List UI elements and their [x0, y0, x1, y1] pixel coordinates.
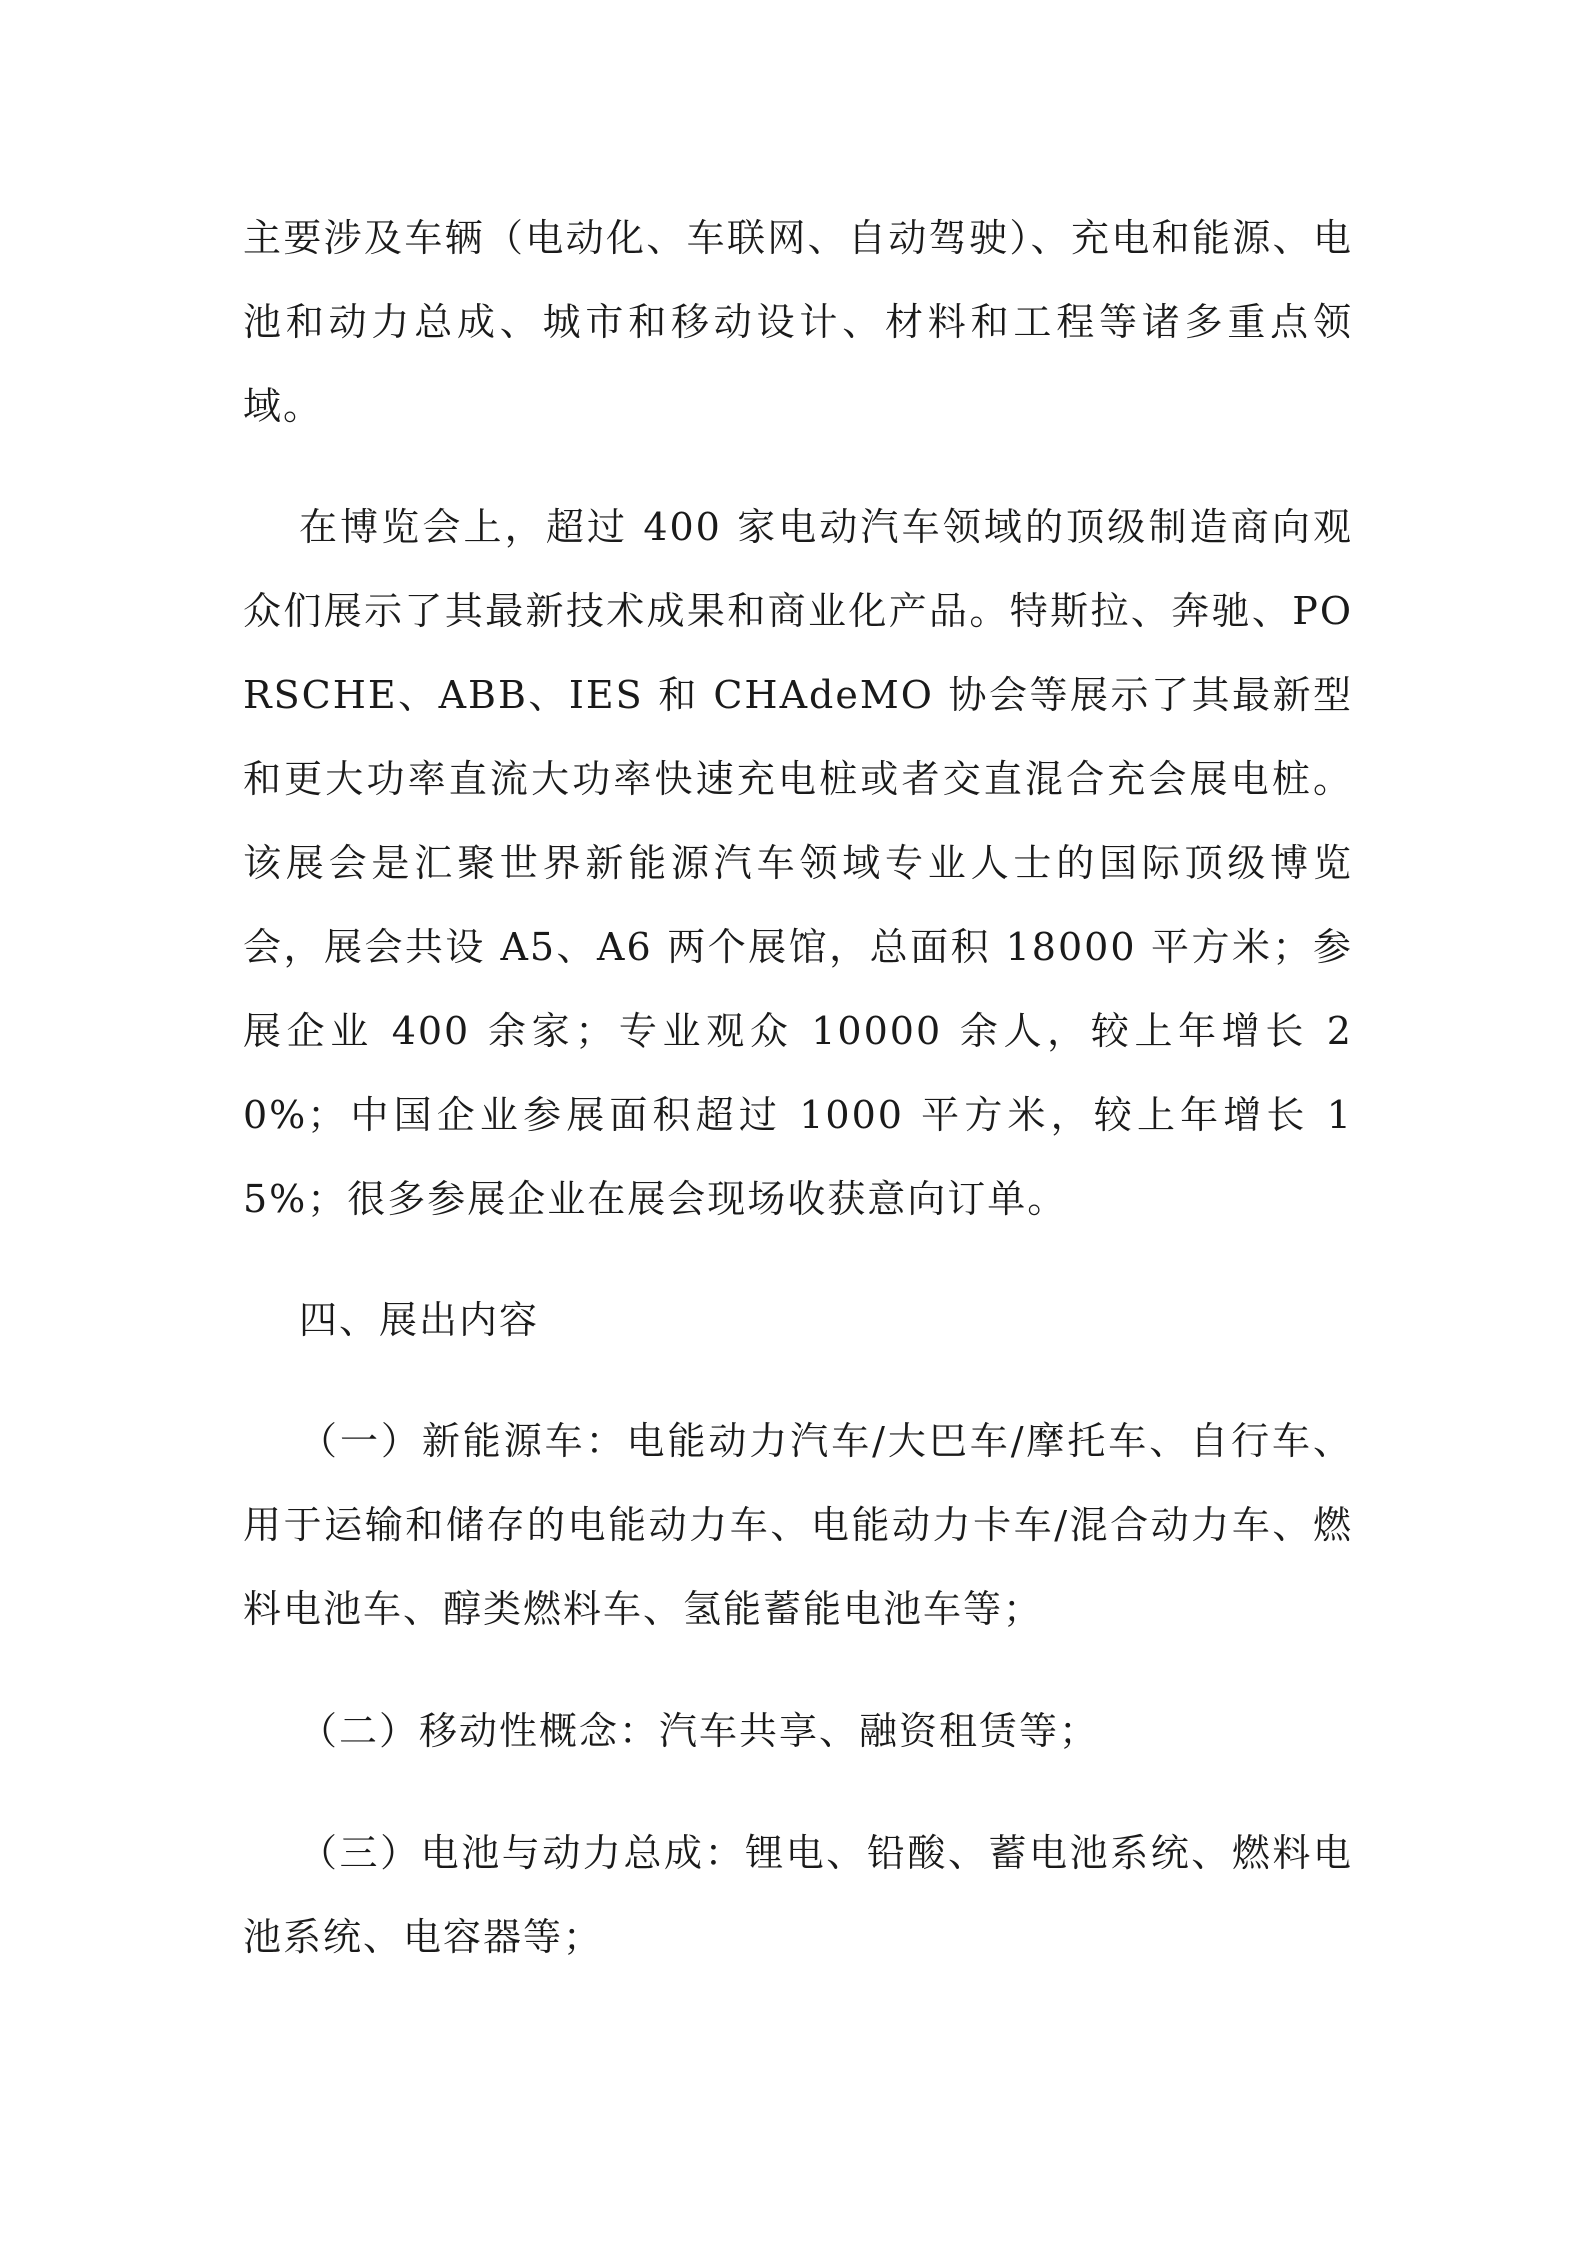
paragraph-continued: 主要涉及车辆（电动化、车联网、自动驾驶）、充电和能源、电池和动力总成、城市和移动设计、材料和工程等诸多重点领域。	[243, 216, 1353, 428]
document-body	[243, 196, 1353, 1979]
list-item-mobility-concepts: （二）移动性概念：汽车共享、融资租赁等；	[299, 1709, 1100, 1753]
list-item-battery-powertrain: （三）电池与动力总成：锂电、铅酸、蓄电池系统、燃料电池系统、电容器等；	[243, 1831, 1353, 1959]
list-item-new-energy-vehicles: （一）新能源车：电能动力汽车/大巴车/摩托车、自行车、用于运输和储存的电能动力车、电能动力卡车/混合动力车、燃料电池车、醇类燃料车、氢能蓄能电池车等；	[243, 1419, 1353, 1631]
section-heading: 四、展出内容	[299, 1298, 540, 1342]
paragraph-expo-overview: 在博览会上，超过 400 家电动汽车领域的顶级制造商向观众们展示了其最新技术成果和商业化产品。特斯拉、奔驰、PORSCHE、ABB、IES 和 CHAdeMO 协会等展示了其最新型和更大功率直流大功率快速充电桩或者交直混合充会展电桩。该展会是汇聚世界新能源汽车领域专业人士的国际顶级博览会，展会共设 A5、A6 两个展馆，总面积 18000 平方米；参展企业 400 余家；专业观众 10000 余人，较上年增长 20%；中国企业参展面积超过 1000 平方米，较上年增长 15%；很多参展企业在展会现场收获意向订单。	[243, 505, 1353, 1221]
